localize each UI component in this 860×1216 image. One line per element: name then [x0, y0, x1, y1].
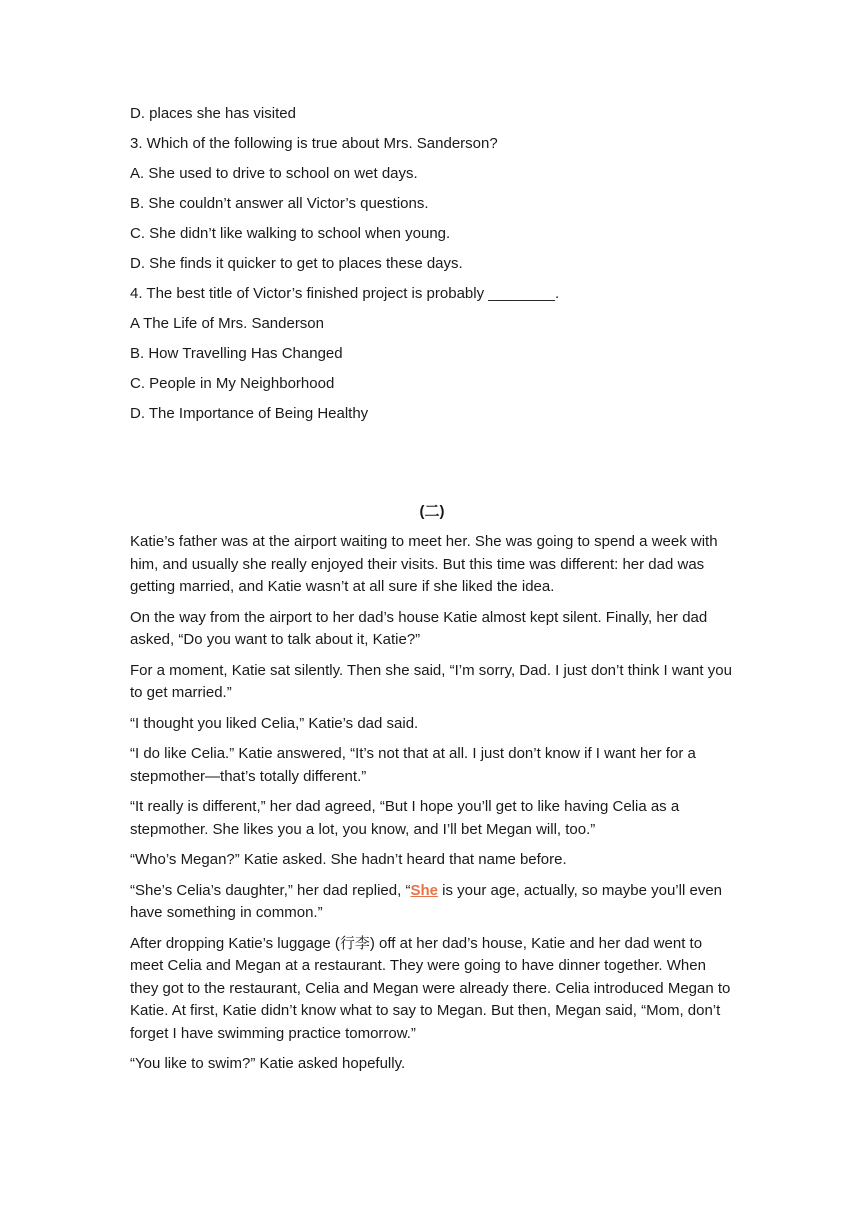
option-d-q4: D. The Importance of Being Healthy [130, 405, 369, 422]
passage-paragraph [130, 880, 734, 925]
passage-paragraph: After dropping Katie’s luggage (行李) off at her dad’s house, Katie and her dad went to meet Celia and Megan at a restaurant. They were going to have dinner together. When they got to the restaurant, Celia and Megan were already there. Celia introduced Megan to Katie. At first, Katie didn’t know what to say to Megan. But then, Megan said, “Mom, don’t forget I have swimming practice tomorrow.” [130, 934, 731, 1042]
highlighted-word: She [410, 881, 438, 899]
option-a-q3: A. She used to drive to school on wet days. [130, 165, 418, 182]
reading-passage [130, 531, 734, 1076]
passage-paragraph: “It really is different,” her dad agreed, “But I hope you’ll get to like having Celia as a stepmother. She likes you a lot, you know, and I’ll bet Megan will, too.” [130, 798, 680, 838]
option-c-q3: C. She didn’t like walking to school when young. [130, 225, 451, 242]
passage-paragraph: On the way from the airport to her dad’s house Katie almost kept silent. Finally, her dad asked, “Do you want to talk about it, Katie?” [130, 608, 708, 648]
passage-paragraph: “I thought you liked Celia,” Katie’s dad said. [130, 714, 419, 732]
section-title: (二) [419, 503, 445, 520]
option-d-q3: D. She finds it quicker to get to places these days. [130, 255, 463, 272]
option-d-q2: D. places she has visited [130, 105, 296, 122]
option-c-q4: C. People in My Neighborhood [130, 375, 335, 392]
passage-paragraph: Katie’s father was at the airport waiting to meet her. She was going to spend a week with him, and usually she really enjoyed their visits. But this time was different: her dad was getting married, and Katie wasn’t at all sure if she liked the idea. [130, 533, 718, 595]
document-page [130, 103, 734, 1084]
option-b-q4: B. How Travelling Has Changed [130, 345, 343, 362]
passage-paragraph: “I do like Celia.” Katie answered, “It’s not that at all. I just don’t know if I want her for a stepmother—that’s totally different.” [130, 745, 696, 785]
passage-paragraph: “Who’s Megan?” Katie asked. She hadn’t heard that name before. [130, 851, 567, 868]
passage-paragraph: “You like to swim?” Katie asked hopefully. [130, 1055, 406, 1072]
question-list [130, 103, 734, 425]
option-a-q4: A The Life of Mrs. Sanderson [130, 315, 324, 332]
question-4: 4. The best title of Victor’s finished project is probably ________. [130, 285, 560, 302]
question-3: 3. Which of the following is true about Mrs. Sanderson? [130, 135, 498, 152]
text-before-highlight: “She’s Celia’s daughter,” her dad replied, “ [130, 881, 411, 899]
passage-paragraph: For a moment, Katie sat silently. Then she said, “I’m sorry, Dad. I just don’t think I want you to get married.” [130, 661, 732, 701]
text-after-highlight: is your age, actually, so maybe you’ll even have something in common.” [130, 881, 723, 921]
option-b-q3: B. She couldn’t answer all Victor’s questions. [130, 195, 429, 212]
